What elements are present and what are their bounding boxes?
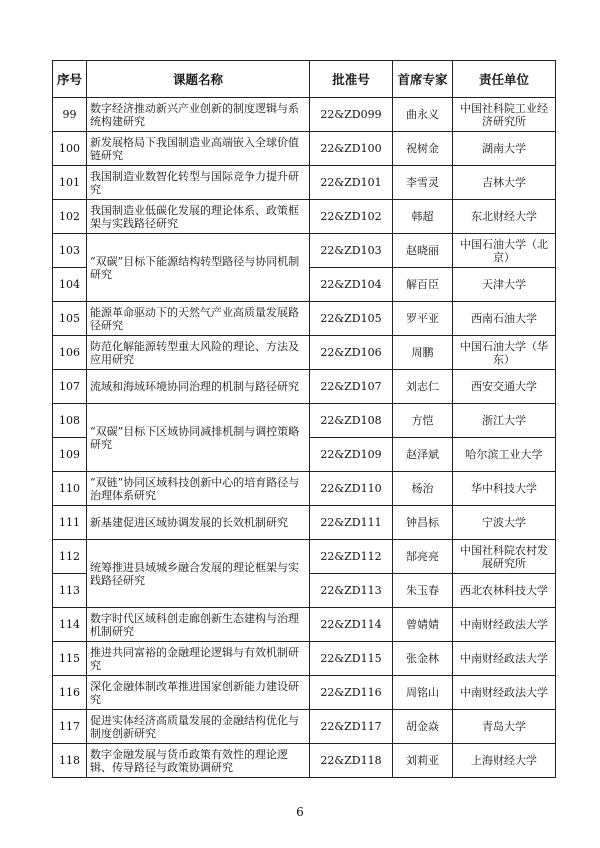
project-title-cell: “双碳”目标下区域协同减排机制与调控策略研究	[87, 404, 310, 472]
table-row	[53, 676, 556, 710]
chief-expert-cell: 解百臣	[393, 268, 453, 302]
project-title-cell: 防范化解能源转型重大风险的理论、方法及应用研究	[87, 336, 310, 370]
serial-number-cell: 113	[53, 574, 87, 608]
responsible-unit-cell: 湖南大学	[453, 132, 556, 166]
project-title-cell: 推进共同富裕的金融理论逻辑与有效机制研究	[87, 642, 310, 676]
responsible-unit-cell: 中国社科院工业经济研究所	[453, 98, 556, 132]
project-title-cell: 数字经济推动新兴产业创新的制度逻辑与系统构建研究	[87, 98, 310, 132]
project-title-cell: 能源革命驱动下的天然气产业高质量发展路径研究	[87, 302, 310, 336]
responsible-unit-cell: 华中科技大学	[453, 472, 556, 506]
serial-number-cell: 114	[53, 608, 87, 642]
table-row	[53, 234, 556, 268]
approval-number-cell: 22&ZD107	[310, 370, 393, 404]
responsible-unit-cell: 中国石油大学（北京）	[453, 234, 556, 268]
chief-expert-cell: 周铭山	[393, 676, 453, 710]
table-row	[53, 200, 556, 234]
chief-expert-cell: 刘莉亚	[393, 744, 453, 778]
table-row	[53, 404, 556, 438]
project-title-cell: 统筹推进县域城乡融合发展的理论框架与实践路径研究	[87, 540, 310, 608]
approval-number-cell: 22&ZD100	[310, 132, 393, 166]
chief-expert-cell: 祝树金	[393, 132, 453, 166]
responsible-unit-cell: 青岛大学	[453, 710, 556, 744]
responsible-unit-cell: 吉林大学	[453, 166, 556, 200]
project-title-cell: “双链”协同区域科技创新中心的培育路径与治理体系研究	[87, 472, 310, 506]
approval-number-cell: 22&ZD111	[310, 506, 393, 540]
header-approval-number: 批准号	[310, 61, 393, 98]
project-title-cell: 数字时代区域科创走廊创新生态建构与治理机制研究	[87, 608, 310, 642]
chief-expert-cell: 刘志仁	[393, 370, 453, 404]
approval-number-cell: 22&ZD118	[310, 744, 393, 778]
table-body	[53, 98, 556, 778]
chief-expert-cell: 周鹏	[393, 336, 453, 370]
serial-number-cell: 99	[53, 98, 87, 132]
approval-number-cell: 22&ZD112	[310, 540, 393, 574]
chief-expert-cell: 赵泽斌	[393, 438, 453, 472]
serial-number-cell: 103	[53, 234, 87, 268]
serial-number-cell: 112	[53, 540, 87, 574]
chief-expert-cell: 方恺	[393, 404, 453, 438]
table-row	[53, 710, 556, 744]
table-row	[53, 132, 556, 166]
project-title-cell: 深化金融体制改革推进国家创新能力建设研究	[87, 676, 310, 710]
approval-number-cell: 22&ZD103	[310, 234, 393, 268]
responsible-unit-cell: 西安交通大学	[453, 370, 556, 404]
project-title-cell: 新发展格局下我国制造业高端嵌入全球价值链研究	[87, 132, 310, 166]
responsible-unit-cell: 中国社科院农村发展研究所	[453, 540, 556, 574]
approval-number-cell: 22&ZD117	[310, 710, 393, 744]
approval-number-cell: 22&ZD101	[310, 166, 393, 200]
table-row	[53, 642, 556, 676]
serial-number-cell: 106	[53, 336, 87, 370]
table-header-row	[53, 61, 556, 98]
responsible-unit-cell: 中国石油大学（华东）	[453, 336, 556, 370]
approval-number-cell: 22&ZD106	[310, 336, 393, 370]
header-chief-expert: 首席专家	[393, 61, 453, 98]
approval-number-cell: 22&ZD099	[310, 98, 393, 132]
chief-expert-cell: 李雪灵	[393, 166, 453, 200]
header-project-title: 课题名称	[87, 61, 310, 98]
serial-number-cell: 117	[53, 710, 87, 744]
approval-number-cell: 22&ZD104	[310, 268, 393, 302]
responsible-unit-cell: 中南财经政法大学	[453, 676, 556, 710]
page-number: 6	[296, 805, 304, 819]
approval-number-cell: 22&ZD105	[310, 302, 393, 336]
approval-number-cell: 22&ZD114	[310, 608, 393, 642]
responsible-unit-cell: 西北农林科技大学	[453, 574, 556, 608]
table-row	[53, 506, 556, 540]
header-responsible-unit: 责任单位	[453, 61, 556, 98]
responsible-unit-cell: 宁波大学	[453, 506, 556, 540]
approval-number-cell: 22&ZD108	[310, 404, 393, 438]
approval-number-cell: 22&ZD116	[310, 676, 393, 710]
chief-expert-cell: 胡金焱	[393, 710, 453, 744]
project-title-cell: 促进实体经济高质量发展的金融结构优化与制度创新研究	[87, 710, 310, 744]
serial-number-cell: 110	[53, 472, 87, 506]
responsible-unit-cell: 中南财经政法大学	[453, 642, 556, 676]
approval-number-cell: 22&ZD115	[310, 642, 393, 676]
serial-number-cell: 107	[53, 370, 87, 404]
table-row	[53, 744, 556, 778]
project-title-cell: 数字金融发展与货币政策有效性的理论逻辑、传导路径与政策协调研究	[87, 744, 310, 778]
serial-number-cell: 108	[53, 404, 87, 438]
chief-expert-cell: 张金林	[393, 642, 453, 676]
project-title-cell: 新基建促进区域协调发展的长效机制研究	[87, 506, 310, 540]
serial-number-cell: 101	[53, 166, 87, 200]
table-row	[53, 472, 556, 506]
project-title-cell: “双碳”目标下能源结构转型路径与协同机制研究	[87, 234, 310, 302]
project-title-cell: 我国制造业低碳化发展的理论体系、政策框架与实践路径研究	[87, 200, 310, 234]
project-title-cell: 流域和海域环境协同治理的机制与路径研究	[87, 370, 310, 404]
serial-number-cell: 100	[53, 132, 87, 166]
table-row	[53, 336, 556, 370]
serial-number-cell: 102	[53, 200, 87, 234]
serial-number-cell: 118	[53, 744, 87, 778]
table-row	[53, 608, 556, 642]
approval-number-cell: 22&ZD102	[310, 200, 393, 234]
responsible-unit-cell: 哈尔滨工业大学	[453, 438, 556, 472]
chief-expert-cell: 韩超	[393, 200, 453, 234]
responsible-unit-cell: 上海财经大学	[453, 744, 556, 778]
table-row	[53, 98, 556, 132]
responsible-unit-cell: 西南石油大学	[453, 302, 556, 336]
chief-expert-cell: 钟昌标	[393, 506, 453, 540]
header-serial-number: 序号	[53, 61, 87, 98]
project-title-cell: 我国制造业数智化转型与国际竞争力提升研究	[87, 166, 310, 200]
chief-expert-cell: 杨治	[393, 472, 453, 506]
chief-expert-cell: 赵晓丽	[393, 234, 453, 268]
serial-number-cell: 104	[53, 268, 87, 302]
chief-expert-cell: 曲永义	[393, 98, 453, 132]
chief-expert-cell: 曾婧婧	[393, 608, 453, 642]
serial-number-cell: 109	[53, 438, 87, 472]
table-row	[53, 166, 556, 200]
chief-expert-cell: 罗平亚	[393, 302, 453, 336]
serial-number-cell: 115	[53, 642, 87, 676]
approval-number-cell: 22&ZD109	[310, 438, 393, 472]
serial-number-cell: 116	[53, 676, 87, 710]
responsible-unit-cell: 中南财经政法大学	[453, 608, 556, 642]
serial-number-cell: 111	[53, 506, 87, 540]
responsible-unit-cell: 天津大学	[453, 268, 556, 302]
serial-number-cell: 105	[53, 302, 87, 336]
table-row	[53, 370, 556, 404]
table-row	[53, 540, 556, 574]
chief-expert-cell: 郜亮亮	[393, 540, 453, 574]
responsible-unit-cell: 东北财经大学	[453, 200, 556, 234]
approval-number-cell: 22&ZD113	[310, 574, 393, 608]
chief-expert-cell: 朱玉春	[393, 574, 453, 608]
table-row	[53, 302, 556, 336]
project-table	[52, 60, 556, 778]
responsible-unit-cell: 浙江大学	[453, 404, 556, 438]
approval-number-cell: 22&ZD110	[310, 472, 393, 506]
